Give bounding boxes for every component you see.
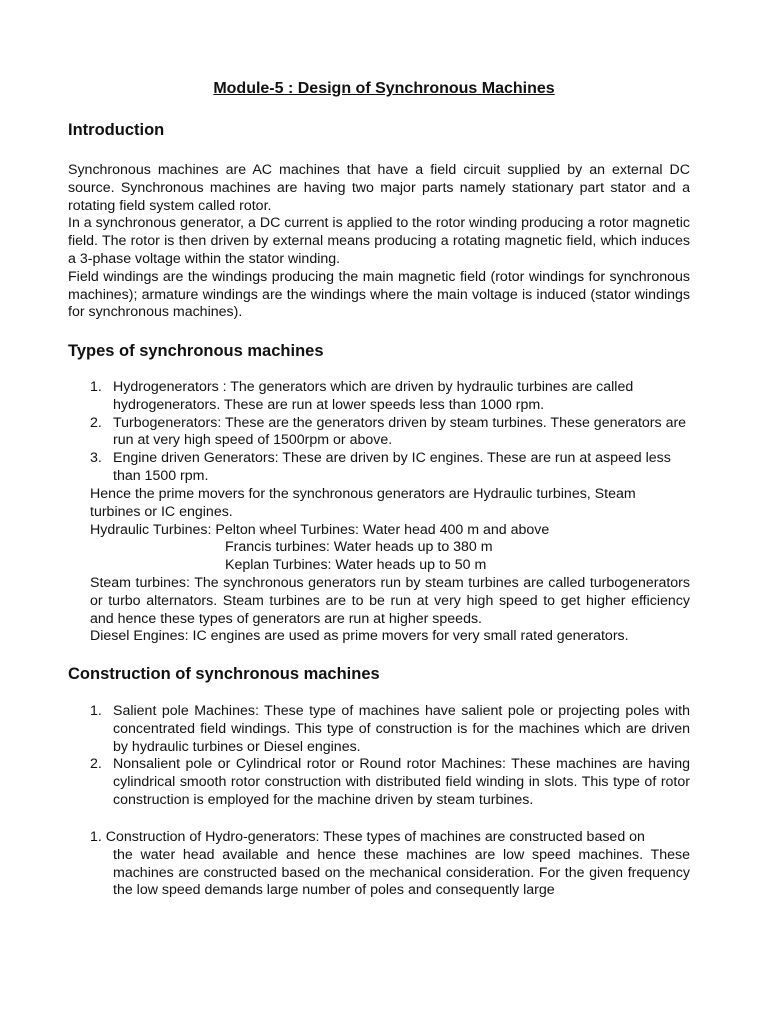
list-text: Nonsalient pole or Cylindrical rotor or Round rotor Machines: These machines are having cylindrical smooth rotor construction with distributed field winding in slots. This type of rotor construction is employed for the machine driven by steam turbines. [113, 756, 690, 808]
list-text: Salient pole Machines: These type of machines have salient pole or projecting poles with concentrated field windings. This type of construction is for the machines which are driven by hydraulic turbines or Diesel engines. [113, 703, 690, 755]
list-text: Hydrogenerators : The generators which are driven by hydraulic turbines are called hydrogenerators. These are run at lower speeds less than 1000 rpm. [113, 379, 634, 413]
intro-section [68, 162, 690, 322]
list-number: 1. [90, 379, 102, 395]
intro-paragraph-3: Field windings are the windings producing the main magnetic field (rotor windings for synchronous machines); armature windings are the windings where the main voltage is induced (stator windings for synchronous machines). [68, 268, 690, 321]
prime-movers-text: Hence the prime movers for the synchronous generators are Hydraulic turbines, Steam turbines or IC engines. [90, 486, 636, 520]
list-item [90, 756, 690, 809]
hydraulic-line-3: Keplan Turbines: Water heads up to 50 m [225, 557, 487, 574]
list-number: 1. [90, 703, 102, 719]
page-title: Module-5 : Design of Synchronous Machines [213, 80, 555, 97]
list-number: 2. [90, 756, 102, 773]
list-item [90, 379, 690, 415]
intro-paragraph-2: In a synchronous generator, a DC current is applied to the rotor winding producing a rotor magnetic field. The rotor is then driven by external means producing a rotating magnetic field, which induces a 3-phase voltage within the stator winding. [68, 215, 690, 267]
intro-paragraph-1: Synchronous machines are AC machines that have a field circuit supplied by an external DC source. Synchronous machines are having two major parts namely stationary part stator and a rotating field system called rotor. [68, 162, 690, 214]
list-number: 2. [90, 414, 102, 431]
construction-list [90, 703, 690, 810]
steam-turbines-text: Steam turbines: The synchronous generators run by steam turbines are called turbogenerators or turbo alternators. Steam turbines are to be run at very high speed to get higher efficiency and hence these types of generators are run at higher speeds. [90, 574, 690, 627]
list-item [90, 450, 690, 486]
hydro-generators-text: the water head available and hence these machines are low speed machines. These machines are constructed based on the mechanical consideration. For the given frequency the low speed demands large number of poles and consequently large [113, 846, 690, 899]
hydro-generators-section [90, 829, 690, 900]
types-details [90, 486, 690, 646]
hydraulic-line-2: Francis turbines: Water heads up to 380 m [225, 539, 493, 556]
list-number: 3. [90, 450, 102, 467]
list-text: Turbogenerators: These are the generators driven by steam turbines. These generators are run at very high speed of 1500rpm or above. [113, 414, 687, 449]
heading-types: Types of synchronous machines [68, 342, 324, 360]
list-item [90, 415, 690, 451]
hydraulic-line-1: Pelton wheel Turbines: Water head 400 m and above [215, 521, 550, 538]
diesel-engines-text: Diesel Engines: IC engines are used as prime movers for very small rated generators. [90, 628, 629, 645]
heading-construction: Construction of synchronous machines [68, 665, 380, 683]
types-list [90, 379, 690, 486]
hydro-generators-first-line: 1. Construction of Hydro-generators: These types of machines are constructed based on [90, 829, 645, 845]
hydraulic-row [90, 522, 690, 540]
list-item [90, 703, 690, 756]
hydraulic-label: Hydraulic Turbines: [90, 521, 216, 538]
list-text: Engine driven Generators: These are driven by IC engines. These are run at aspeed less than 1500 rpm. [113, 450, 671, 484]
heading-introduction: Introduction [68, 121, 165, 139]
